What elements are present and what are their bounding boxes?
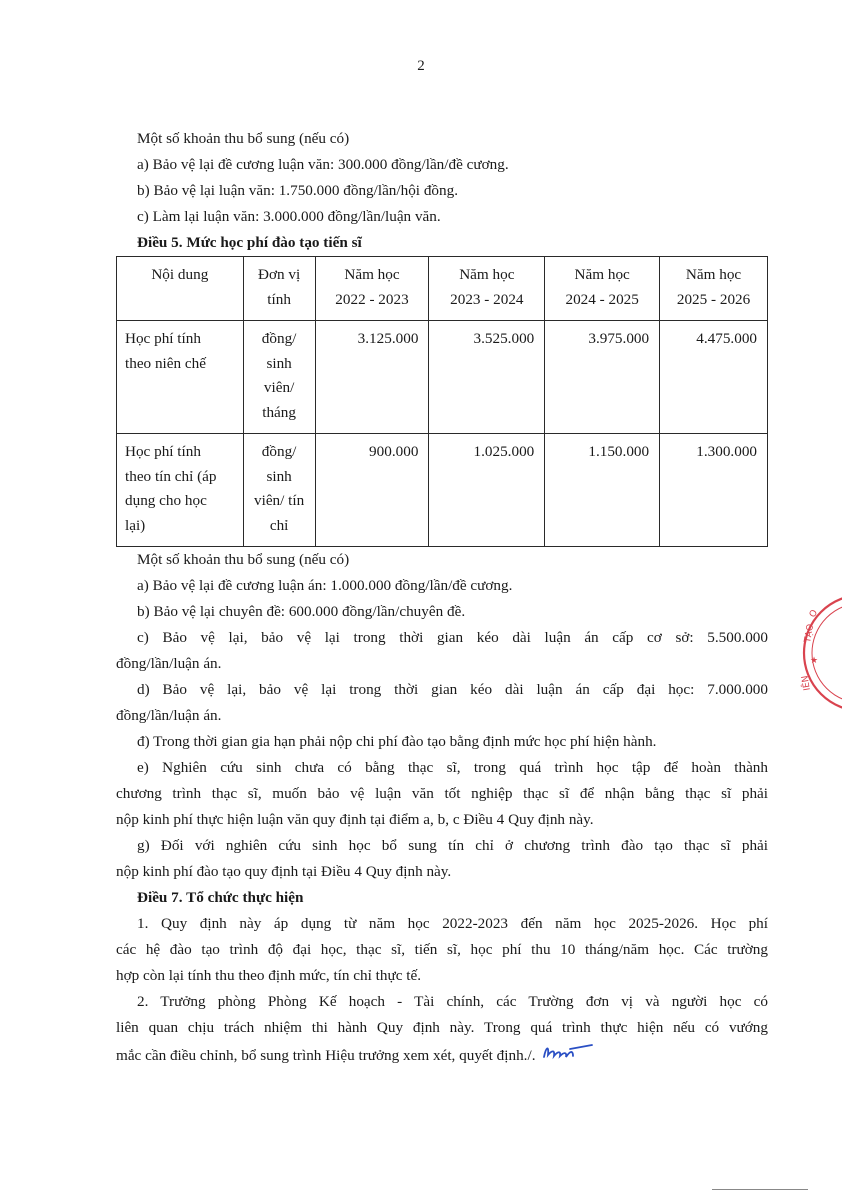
article-7-title: Điều 7. Tổ chức thực hiện xyxy=(137,889,304,906)
doctoral-extra-item-g: g) Đối với nghiên cứu sinh học bổ sung tín chỉ ở chương trình đào tạo thạc sĩ phải nộp kinh phí đào tạo quy định tại Điều 4 Quy định này. xyxy=(116,837,768,880)
article-7-paragraph-2: 2. Trưởng phòng Phòng Kế hoạch - Tài chính, các Trường đơn vị và người học có liên quan chịu trách nhiệm thi hành Quy định này. Trong quá trình thực hiện nếu có vướng mắc cần điều chỉnh, bổ sung trình Hiệu trưởng xem xét, quyết định./. xyxy=(116,989,768,1072)
row-unit: đồng/ sinh viên/ tín chỉ xyxy=(243,434,315,547)
doctoral-extra-item-a: a) Bảo vệ lại đề cương luận án: 1.000.000 đồng/lần/đề cương. xyxy=(137,577,513,594)
article-5-title: Điều 5. Mức học phí đào tạo tiến sĩ xyxy=(137,234,362,251)
table-row xyxy=(117,434,768,547)
doctoral-extra-item-d: d) Bảo vệ lại, bảo vệ lại trong thời gian kéo dài luận án cấp đại học: 7.000.000 đồng/lần/luận án. xyxy=(116,681,768,724)
table-header-row xyxy=(117,257,768,321)
footer-rule xyxy=(712,1189,808,1190)
fee-cell: 3.525.000 xyxy=(429,321,545,434)
row-content: Học phí tính theo niên chế xyxy=(117,321,244,434)
svg-text:O: O xyxy=(807,608,821,620)
doctoral-extra-item-c: c) Bảo vệ lại, bảo vệ lại trong thời gian kéo dài luận án cấp cơ sở: 5.500.000 đồng/lần/luận án. xyxy=(116,629,768,672)
article-7-paragraph-1: 1. Quy định này áp dụng từ năm học 2022-2023 đến năm học 2025-2026. Học phí các hệ đào tạo trình độ đại học, thạc sĩ, tiến sĩ, học phí thu 10 tháng/năm học. Các trường hợp còn lại tính thu theo định mức, tín chỉ thực tế. xyxy=(116,915,768,984)
header-year-2024: Năm học 2024 - 2025 xyxy=(545,257,660,321)
header-year-2023: Năm học 2023 - 2024 xyxy=(429,257,545,321)
svg-text:TẠO: TẠO xyxy=(803,623,817,644)
fee-cell: 900.000 xyxy=(315,434,429,547)
fee-cell: 3.125.000 xyxy=(315,321,429,434)
svg-text:IÊN: IÊN xyxy=(800,674,813,692)
doctoral-extra-item-e: e) Nghiên cứu sinh chưa có bằng thạc sĩ, trong quá trình học tập để hoàn thành chương trình thạc sĩ, muốn bảo vệ luận văn tốt nghiệp thạc sĩ để nhận bằng thạc sĩ phải nộp kinh phí thực hiện luận văn quy định tại điểm a, b, c Điều 4 Quy định này. xyxy=(116,759,768,828)
table-row xyxy=(117,321,768,434)
header-year-2022: Năm học 2022 - 2023 xyxy=(315,257,429,321)
fee-cell: 1.025.000 xyxy=(429,434,545,547)
masters-extra-item-a: a) Bảo vệ lại đề cương luận văn: 300.000 đồng/lần/đề cương. xyxy=(137,156,509,173)
initials-signature xyxy=(540,1041,596,1072)
fee-cell: 4.475.000 xyxy=(660,321,768,434)
row-content: Học phí tính theo tín chỉ (áp dụng cho học lại) xyxy=(117,434,244,547)
red-seal-stamp xyxy=(800,588,842,718)
document-body xyxy=(116,126,768,1072)
row-unit: đồng/ sinh viên/ tháng xyxy=(243,321,315,434)
doctoral-extra-intro: Một số khoản thu bổ sung (nếu có) xyxy=(137,551,350,568)
fee-cell: 3.975.000 xyxy=(545,321,660,434)
masters-extra-item-c: c) Làm lại luận văn: 3.000.000 đồng/lần/luận văn. xyxy=(137,208,441,225)
header-content: Nội dung xyxy=(117,257,244,321)
doctoral-extra-item-dd: đ) Trong thời gian gia hạn phải nộp chi phí đào tạo bằng định mức học phí hiện hành. xyxy=(137,733,657,750)
svg-text:★: ★ xyxy=(810,656,819,666)
article-7-paragraph-2-last-line: mắc cần điều chỉnh, bổ sung trình Hiệu trưởng xem xét, quyết định./. xyxy=(116,1047,536,1064)
header-unit: Đơn vị tính xyxy=(243,257,315,321)
doctoral-fee-table xyxy=(116,256,768,547)
page-number: 2 xyxy=(417,58,425,74)
masters-extra-intro: Một số khoản thu bổ sung (nếu có) xyxy=(137,130,350,147)
fee-cell: 1.150.000 xyxy=(545,434,660,547)
header-year-2025: Năm học 2025 - 2026 xyxy=(660,257,768,321)
fee-cell: 1.300.000 xyxy=(660,434,768,547)
masters-extra-item-b: b) Bảo vệ lại luận văn: 1.750.000 đồng/lần/hội đồng. xyxy=(137,182,458,199)
doctoral-extra-item-b: b) Bảo vệ lại chuyên đề: 600.000 đồng/lần/chuyên đề. xyxy=(137,603,466,620)
